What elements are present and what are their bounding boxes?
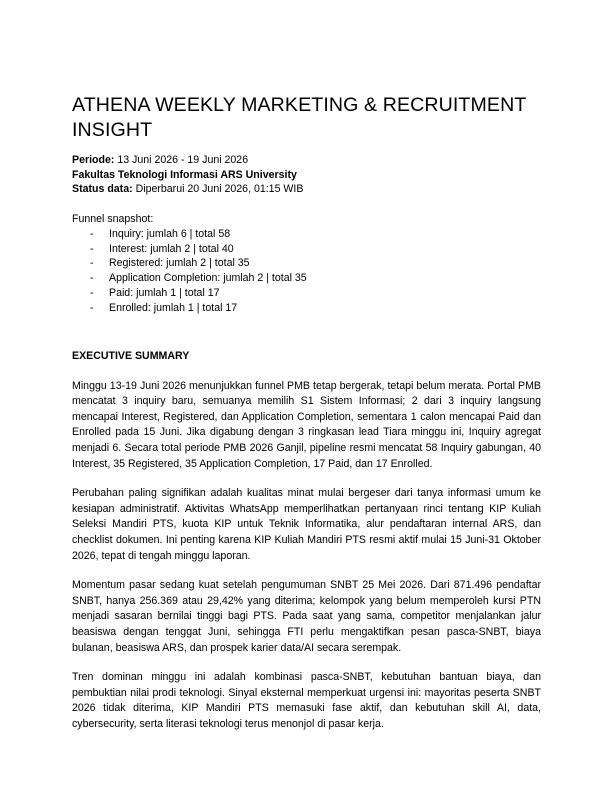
- funnel-item-registered: - Registered: jumlah 2 | total 35: [72, 256, 541, 271]
- status-label: Status data:: [72, 183, 133, 196]
- summary-paragraph: Tren dominan minggu ini adalah kombinasi pasca-SNBT, kebutuhan bantuan biaya, dan pembuktian nilai prodi teknologi. Sinyal eksternal memperkuat urgensi ini: mayoritas peserta SNBT 2026 tidak diterima, KIP Mandiri PTS memasuki fase aktif, dan kebutuhan skill AI, data, cybersecurity, serta literasi teknologi terus menonjol di pasar kerja.: [72, 671, 541, 730]
- period-line: [72, 153, 541, 168]
- funnel-item-interest: - Interest: jumlah 2 | total 40: [72, 242, 541, 257]
- summary-paragraph: Momentum pasar sedang kuat setelah pengumuman SNBT 25 Mei 2026. Dari 871.496 pendaftar SNBT, hanya 256.369 atau 29,42% yang diterima; kelompok yang belum memperoleh kursi PTN menjadi sasaran bernilai tinggi bagi PTS. Pada saat yang sama, competitor menjalankan jalur beasiswa dengan tenggat Juni, sehingga FTI perlu mengaktifkan pesan pasca-SNBT, biaya bulanan, beasiswa ARS, dan prospek karier data/AI secara serempak.: [72, 579, 541, 654]
- document-page: [72, 93, 541, 743]
- document-title: ATHENA WEEKLY MARKETING & RECRUITMENT INSIGHT: [72, 94, 527, 141]
- period-value: 13 Juni 2026 - 19 Juni 2026: [114, 154, 249, 166]
- period-label: Periode:: [72, 154, 115, 166]
- summary-paragraph: Minggu 13-19 Juni 2026 menunjukkan funnel PMB tetap bergerak, tetapi belum merata. Portal PMB mencatat 3 inquiry baru, semuanya memilih S1 Sistem Informasi; 2 dari 3 inquiry langsung mencapai Interest, Registered, dan Application Completion, sementara 1 calon mencapai Paid dan Enrolled pada 15 Juni. Jika digabung dengan 3 ringkasan lead Tiara minggu ini, Inquiry agregat menjadi 6. Secara total periode PMB 2026 Ganjil, pipeline resmi mencatat 58 Inquiry gabungan, 40 Interest, 35 Registered, 35 Application Completion, 17 Paid, dan 17 Enrolled.: [72, 379, 541, 470]
- faculty-line: [72, 168, 541, 183]
- status-value: Diperbarui 20 Juni 2026, 01:15 WIB: [132, 183, 304, 196]
- funnel-item-enrolled: - Enrolled: jumlah 1 | total 17: [72, 301, 541, 316]
- funnel-list: [72, 227, 541, 316]
- status-line: [72, 182, 541, 197]
- report-meta: [72, 153, 541, 197]
- faculty-name: Fakultas Teknologi Informasi ARS University: [72, 168, 297, 181]
- funnel-item-paid: - Paid: jumlah 1 | total 17: [72, 286, 541, 301]
- funnel-item-application-completion: - Application Completion: jumlah 2 | total 35: [72, 271, 541, 286]
- funnel-item-inquiry: - Inquiry: jumlah 6 | total 58: [72, 227, 541, 242]
- funnel-snapshot-label: Funnel snapshot:: [72, 213, 154, 226]
- executive-summary-heading: EXECUTIVE SUMMARY: [72, 349, 190, 362]
- summary-paragraph: Perubahan paling signifikan adalah kualitas minat mulai bergeser dari tanya informasi umum ke kesiapan administratif. Aktivitas WhatsApp memperlihatkan pertanyaan rinci tentang KIP Kuliah Seleksi Mandiri PTS, kuota KIP untuk Teknik Informatika, alur pendaftaran internal ARS, dan checklist dokumen. Ini penting karena KIP Kuliah Mandiri PTS resmi aktif mulai 15 Juni-31 Oktober 2026, tepat di tengah minggu laporan.: [72, 487, 541, 562]
